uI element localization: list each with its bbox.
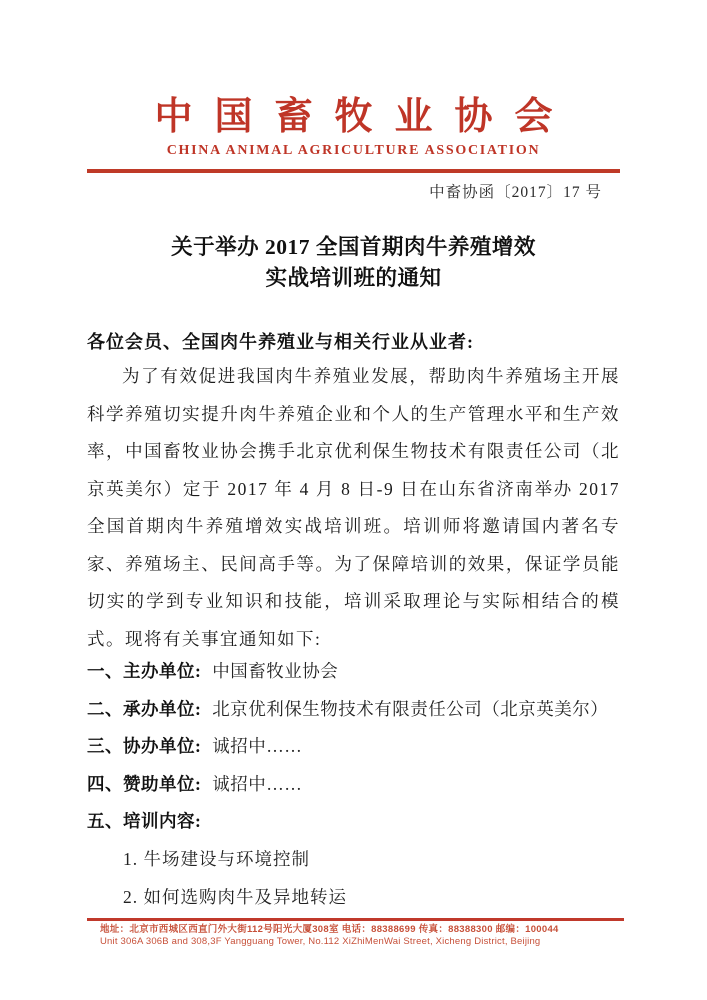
list-item-label: 三、协办单位: — [87, 736, 202, 756]
footer-rule — [87, 918, 624, 921]
salutation: 各位会员、全国肉牛养殖业与相关行业从业者: — [87, 332, 474, 352]
title-line-1: 关于举办 2017 全国首期肉牛养殖增效 — [171, 235, 536, 259]
footer-address-en: Unit 306A 306B and 308,3F Yangguang Tower, No.112 XiZhiMenWai Street, Xicheng District, Beijing — [100, 936, 541, 947]
list-item-label: 一、主办单位: — [87, 661, 202, 681]
list-item-label: 四、赞助单位: — [87, 773, 202, 794]
sub-item-2: 2. 如何选购肉牛及异地转运 — [123, 886, 347, 907]
org-name-cn: 中国畜牧业协会 — [154, 96, 575, 138]
list-item-training-content — [87, 803, 627, 841]
doc-number: 中畜协函〔2017〕17 号 — [429, 184, 602, 201]
title-line-2: 实战培训班的通知 — [265, 266, 442, 290]
list-item-sponsor — [87, 766, 627, 804]
list-item-co-organizer — [87, 728, 627, 766]
list-item-value: 北京优利保生物技术有限责任公司（北京英美尔） — [212, 698, 609, 719]
list-item-host-org — [87, 653, 627, 691]
list-item-value: 诚招中…… — [212, 773, 303, 794]
list-item-value: 中国畜牧业协会 — [212, 661, 339, 681]
notice-title — [0, 232, 707, 294]
org-name-en: CHINA ANIMAL AGRICULTURE ASSOCIATION — [166, 143, 541, 158]
list-item-label: 五、培训内容: — [87, 811, 202, 831]
intro-paragraph: 为了有效促进我国肉牛养殖业发展，帮助肉牛养殖场主开展科学养殖切实提升肉牛养殖企业和个人的生产管理水平和生产效率，中国畜牧业协会携手北京优利保生物技术有限责任公司（北京英美尔）定于 2017 年 4 月 8 日-9 日在山东省济南举办 2017 全国首期肉牛养殖增效实战培训班。培训师将邀请国内著名专家、养殖场主、民间高手等。为了保障培训的效果，保证学员能切实的学到专业知识和技能，培训采取理论与实际相结合的模式。现将有关事宜通知如下: — [87, 366, 620, 649]
list-item-value: 诚招中…… — [212, 736, 303, 756]
letterhead-rule — [87, 169, 620, 173]
notice-list — [87, 653, 627, 841]
list-item-label: 二、承办单位: — [87, 698, 202, 719]
training-content-list — [123, 841, 623, 916]
sub-item-1: 1. 牛场建设与环境控制 — [123, 849, 310, 869]
list-item-organizer — [87, 691, 627, 729]
footer-address-cn: 地址：北京市西城区西直门外大街112号阳光大厦308室 电话：88388699 传真：88388300 邮编：100044 — [100, 924, 559, 935]
